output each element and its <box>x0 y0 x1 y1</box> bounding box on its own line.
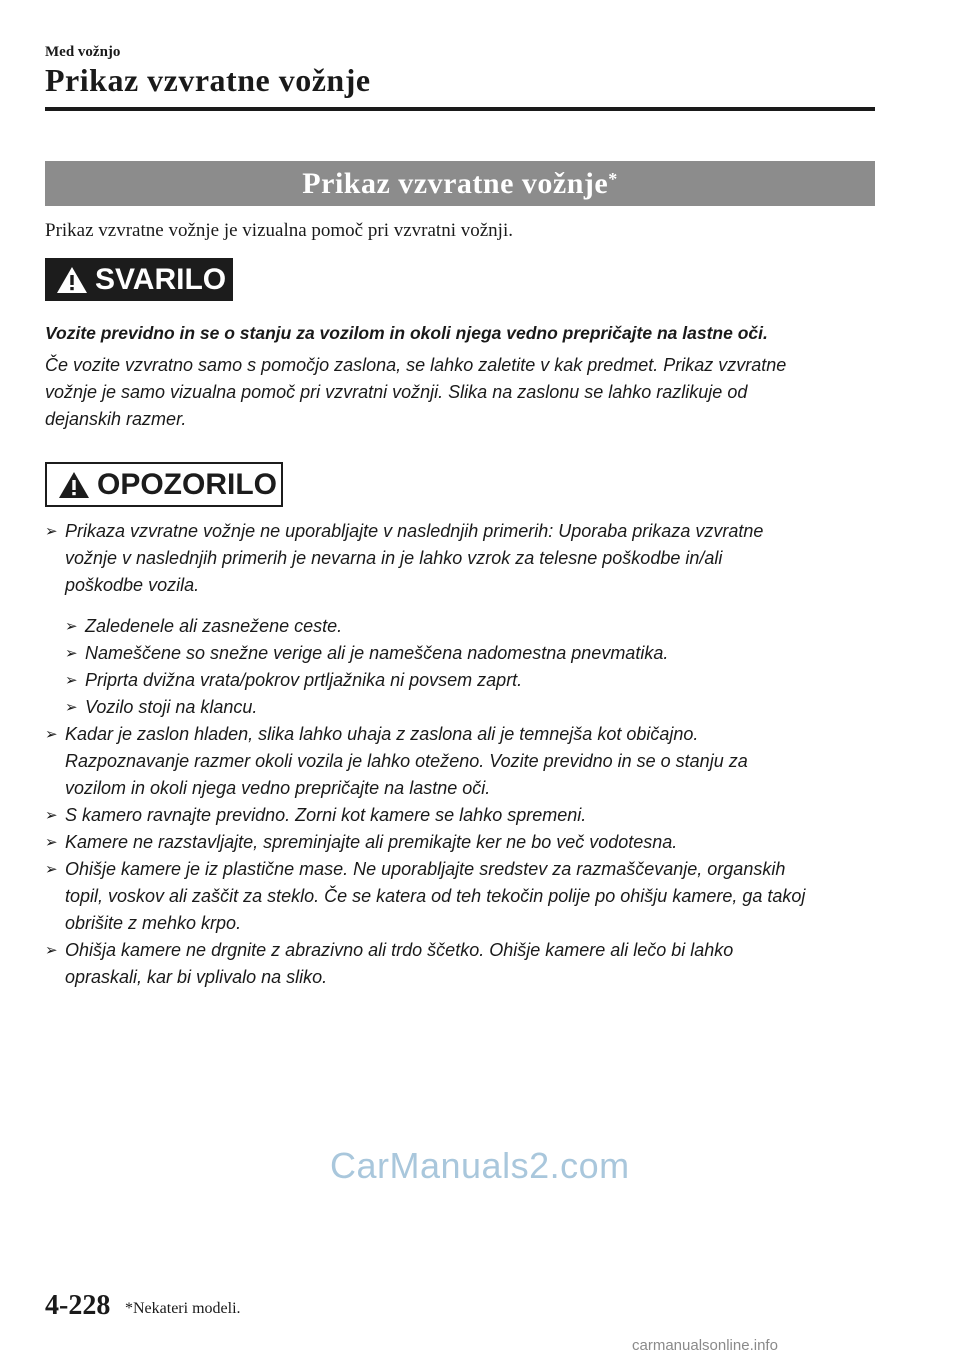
section-banner <box>45 161 875 206</box>
list-item-line: vozilom in okoli njega vedno prepričajte na lastne oči. <box>65 778 491 798</box>
banner-footnote-marker: * <box>608 169 618 189</box>
warning-label: SVARILO <box>95 262 227 296</box>
warning-badge <box>45 258 233 301</box>
banner-title: Prikaz vzvratne vožnje <box>302 166 609 200</box>
warning-body <box>45 352 875 433</box>
footnote: *Nekateri modeli. <box>125 1300 241 1317</box>
intro-text: Prikaz vzvratne vožnje je vizualna pomoč pri vzvratni vožnji. <box>45 220 513 241</box>
section-label: Med vožnjo <box>45 44 121 60</box>
list-item-line: obrišite z mehko krpo. <box>65 913 242 933</box>
list-item-line: topil, voskov ali zaščit za steklo. Če se katera od teh tekočin polije po ohišju kamere, ga takoj <box>65 886 806 906</box>
caution-label: OPOZORILO <box>97 467 277 501</box>
list-item-line: Razpoznavanje razmer okoli vozila je lahko oteženo. Vozite previdno in se o stanju za <box>65 751 748 771</box>
list-item <box>45 937 885 991</box>
list-item <box>45 518 885 599</box>
page-number: 4-228 <box>45 1290 111 1321</box>
title-divider <box>45 107 875 111</box>
list-item-line: ➢ Prikaza vzvratne vožnje ne uporabljajte v naslednjih primerih: Uporaba prikaza vzvratne <box>65 521 764 541</box>
list-item <box>45 856 885 937</box>
list-item: ➢ Nameščene so snežne verige ali je nameščena nadomestna pnevmatika. <box>65 640 885 667</box>
watermark: CarManuals2.com <box>330 1145 630 1186</box>
list-item <box>45 721 885 802</box>
warning-line: vožnje je samo vizualna pomoč pri vzvratni vožnji. Slika na zaslonu se lahko razlikuje od <box>45 382 748 402</box>
warning-line: Če vozite vzvratno samo s pomočjo zaslona, se lahko zaletite v kak predmet. Prikaz vzvratne <box>45 355 787 375</box>
list-item: ➢ Kamere ne razstavljajte, spreminjajte ali premikajte ker ne bo več vodotesna. <box>45 829 885 856</box>
warning-line: dejanskih razmer. <box>45 409 187 429</box>
list-item-line: ➢ Ohišja kamere ne drgnite z abrazivno ali trdo ščetko. Ohišje kamere ali lečo bi lahko <box>65 940 734 960</box>
list-item: ➢ S kamero ravnajte previdno. Zorni kot kamere se lahko spremeni. <box>45 802 885 829</box>
list-item-line: vožnje v naslednjih primerih je nevarna in je lahko vzrok za telesne poškodbe in/ali <box>65 548 723 568</box>
page-title: Prikaz vzvratne vožnje <box>45 62 371 98</box>
list-item: ➢ Vozilo stoji na klancu. <box>65 694 885 721</box>
warning-triangle-icon <box>57 470 91 500</box>
source-watermark: carmanualsonline.info <box>632 1337 778 1354</box>
list-item-line: ➢ Ohišje kamere je iz plastične mase. Ne uporabljajte sredstev za razmaščevanje, organskih <box>65 859 786 879</box>
list-item-line: poškodbe vozila. <box>65 575 200 595</box>
list-item: ➢ Zaledenele ali zasnežene ceste. <box>65 613 885 640</box>
warning-triangle-icon <box>55 265 89 295</box>
caution-badge <box>45 462 283 507</box>
caution-list <box>45 518 885 991</box>
list-item: ➢ Priprta dvižna vrata/pokrov prtljažnika ni povsem zaprt. <box>65 667 885 694</box>
warning-lead: Vozite previdno in se o stanju za vozilom in okoli njega vedno prepričajte na lastne oči. <box>45 323 768 343</box>
list-item-line: ➢ Kadar je zaslon hladen, slika lahko uhaja z zaslona ali je temnejša kot običajno. <box>65 724 699 744</box>
list-item-line: opraskali, kar bi vplivalo na sliko. <box>65 967 328 987</box>
